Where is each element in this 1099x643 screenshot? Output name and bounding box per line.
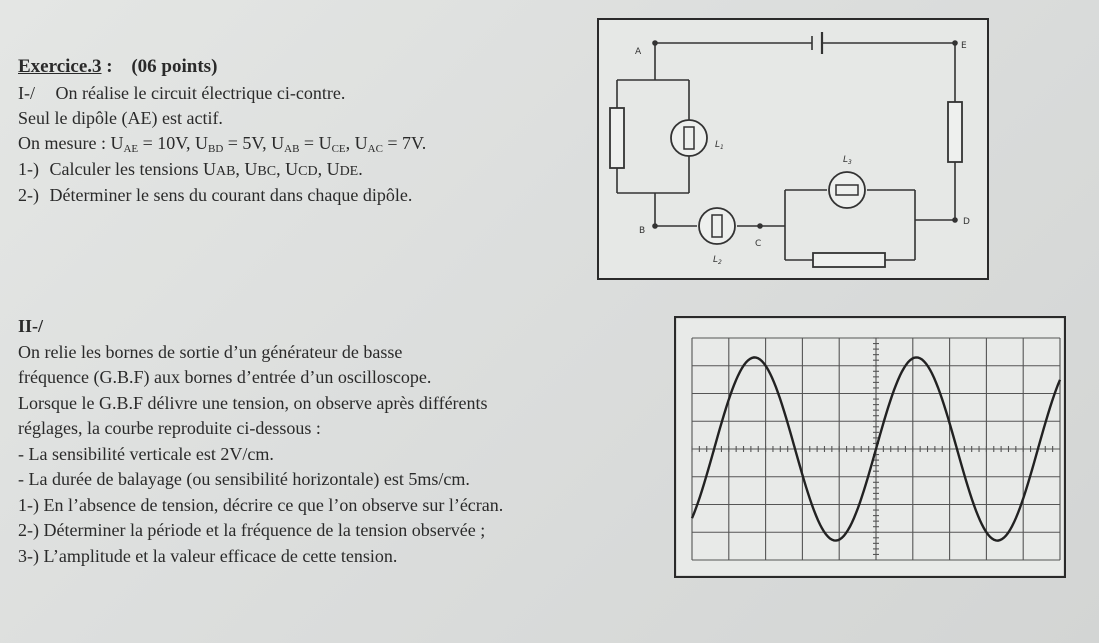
title-colon: : <box>101 56 113 77</box>
q2-text: Déterminer le sens du courant dans chaque dipôle. <box>49 185 413 205</box>
comma: , <box>317 159 327 179</box>
resistor-left <box>610 108 624 168</box>
label-d: D <box>963 217 970 227</box>
scope-frame <box>675 317 1065 577</box>
label-l2: $L_2$ <box>713 255 722 266</box>
lamp-l3 <box>829 172 865 208</box>
sub-de: DE <box>339 164 359 179</box>
u-ae-value: = 10V, <box>138 133 195 153</box>
question-2 <box>18 184 412 206</box>
u-symbol: U <box>318 133 332 153</box>
part1-number: I-/ <box>18 83 35 103</box>
part2-line: réglages, la courbe reproduite ci-dessous : <box>18 418 321 438</box>
period: . <box>358 159 363 179</box>
oscilloscope-screen <box>674 316 1066 578</box>
label-c: C <box>755 239 762 249</box>
part1-line1 <box>18 82 345 104</box>
part2-line: - La sensibilité verticale est 2V/cm. <box>18 444 274 464</box>
sub-bd: BD <box>208 143 224 155</box>
u-symbol: U <box>195 133 208 153</box>
u-ac-value: = 7V. <box>382 133 427 153</box>
part2-heading: II-/ <box>18 316 44 336</box>
u-symbol: U <box>271 133 285 153</box>
label-l3: $L_3$ <box>843 155 852 166</box>
measures-line <box>18 132 426 160</box>
resistor-bottom <box>813 253 885 267</box>
exercise-title <box>18 56 217 78</box>
sub-ab: AB <box>284 143 300 155</box>
equals: = <box>299 133 319 153</box>
circuit-frame <box>598 19 988 279</box>
lamp-l1 <box>671 120 707 156</box>
part1-intro: On réalise le circuit électrique ci-contre. <box>55 83 346 103</box>
resistor-right <box>948 102 962 162</box>
part2-line: - La durée de balayage (ou sensibilité horizontale) est 5ms/cm. <box>18 469 470 489</box>
part2-question-3: 3-) L’amplitude et la valeur efficace de cette tension. <box>18 546 398 566</box>
u-symbol: U <box>285 159 299 179</box>
part2-line: Lorsque le G.B.F délivre une tension, on observe après différents <box>18 393 488 413</box>
u-symbol: U <box>354 133 368 153</box>
comma: , <box>345 133 355 153</box>
sub-ae: AE <box>123 143 139 155</box>
q1-number: 1-) <box>18 159 39 179</box>
u-symbol: U <box>202 159 216 179</box>
comma: , <box>235 159 245 179</box>
points: (06 points) <box>131 56 218 77</box>
measures-prefix: On mesure : <box>18 133 111 153</box>
u-symbol: U <box>110 133 124 153</box>
sub-bc: BC <box>257 164 277 179</box>
sub-ab: AB <box>215 164 236 179</box>
part2-question-1: 1-) En l’absence de tension, décrire ce que l’on observe sur l’écran. <box>18 495 504 515</box>
circuit-diagram <box>597 18 989 280</box>
sub-cd: CD <box>298 164 318 179</box>
sub-ac: AC <box>367 143 383 155</box>
exercise-name: Exercice.3 <box>18 56 102 77</box>
question-1 <box>18 158 363 183</box>
lamp-l2 <box>699 208 735 244</box>
comma: , <box>276 159 286 179</box>
part1-line2: Seul le dipôle (AE) est actif. <box>18 108 223 128</box>
part2-line: On relie les bornes de sortie d’un générateur de basse <box>18 342 403 362</box>
label-a: A <box>635 47 642 57</box>
label-e: E <box>961 41 967 51</box>
label-b: B <box>639 226 646 236</box>
sub-ce: CE <box>331 143 346 155</box>
label-l1: $L_1$ <box>715 140 724 151</box>
part2-line: fréquence (G.B.F) aux bornes d’entrée d’un oscilloscope. <box>18 367 432 387</box>
u-symbol: U <box>244 159 258 179</box>
part2-question-2: 2-) Déterminer la période et la fréquence de la tension observée ; <box>18 520 486 540</box>
q1-text: Calculer les tensions <box>49 159 203 179</box>
q2-number: 2-) <box>18 185 39 205</box>
u-symbol: U <box>326 159 340 179</box>
u-bd-value: = 5V, <box>223 133 272 153</box>
